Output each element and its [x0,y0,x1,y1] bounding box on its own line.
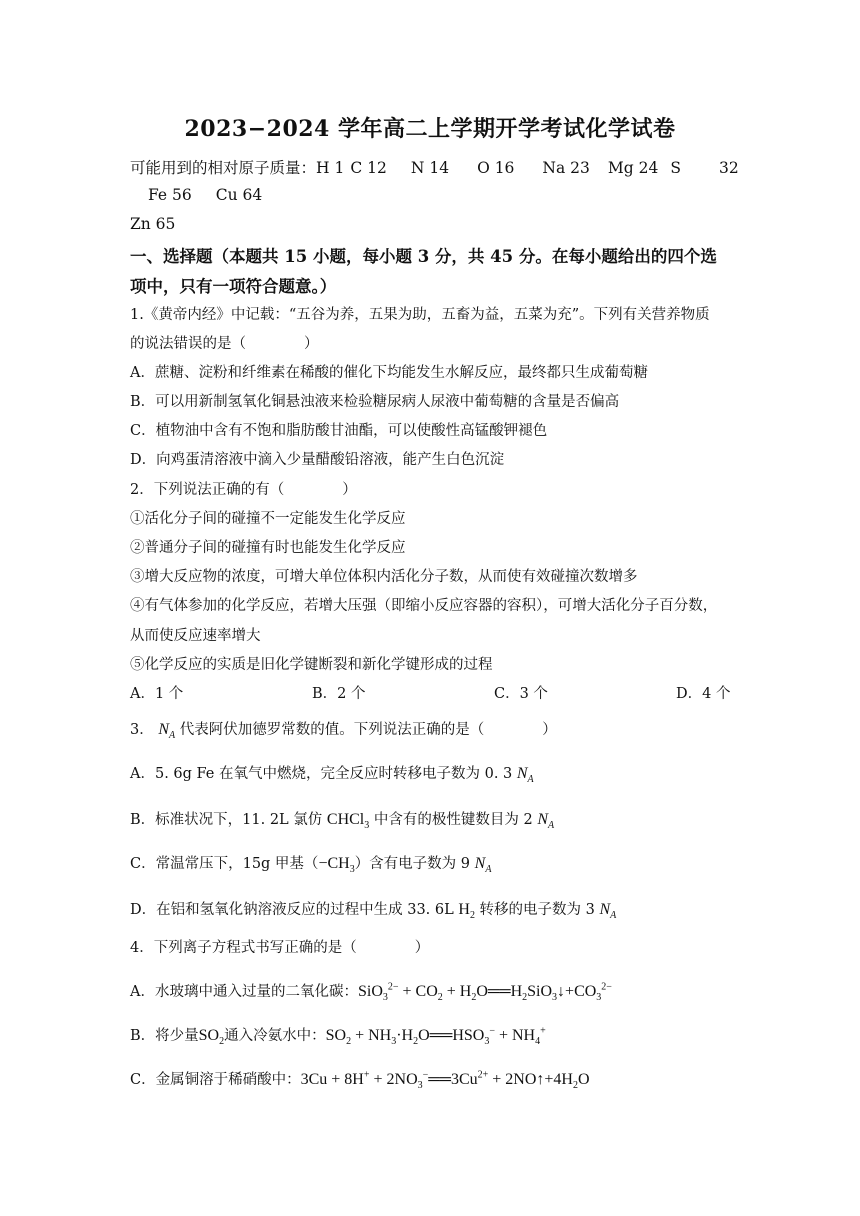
q3-b-na: $N_A$ [537,811,555,832]
q2-statement-4b: 从而使反应速率增大 [130,628,261,644]
q3-b-formula: CHCl$_3$ [326,811,370,832]
q3-c-na: $N_A$ [474,855,492,876]
atomic-mass-h: H 1 [316,159,345,177]
q1-stem-line1: 1.《黄帝内经》中记载：“五谷为养，五果为助，五畜为益，五菜为充”。下列有关营养物质 [130,307,710,323]
q3-d-formula: $H_2$ [458,901,475,922]
q2-statement-1: ①活化分子间的碰撞不一定能发生化学反应 [130,511,406,527]
q3-option-b: B．标准状况下，11. 2L 氯仿 CHCl$_3$ 中含有的极性键数目为 2 $N_A$ [130,811,555,832]
q3-option-c: C．常温常压下，15g 甲基$(-CH_3)$含有电子数为 9 $N_A$ [130,855,492,876]
q3-option-a: A．5. 6g Fe 在氧气中燃烧，完全反应时转移电子数为 0. 3 $N_A$ [130,765,534,786]
q4-option-c: C．金属铜溶于稀硝酸中：$3Cu + 8H^+ + 2NO_3^-══3Cu^{2+}$ + $2NO↑+4H_2O$ [130,1069,590,1092]
q2-statement-5: ⑤化学反应的实质是旧化学键断裂和新化学键形成的过程 [130,657,493,673]
atomic-mass-zn: Zn 65 [130,215,176,233]
q4-b-so2: $SO_2$ [198,1027,225,1048]
q2-option-c: C．3 个 [494,686,548,702]
q4-b-equation: $SO_2$ + $NH_3\cdot H_2O══HSO_3^- + NH_4^+$ [325,1025,546,1048]
q2-option-b: B．2 个 [312,686,366,702]
q2-statement-4a: ④有气体参加的化学反应，若增大压强（即缩小反应容器的容积），可增大活化分子百分数， [130,598,718,614]
q3-d-na: $N_A$ [599,901,617,922]
q3-na-symbol: $N_A$ [158,721,176,742]
q4-a-equation: $SiO_3^{2-} + CO_2$ + $H_2O══H_2SiO_3↓+CO_3^{2-}$ [357,981,612,1004]
atomic-mass-na: Na 23 [542,159,590,177]
q1-option-d: D．向鸡蛋清溶液中滴入少量醋酸铅溶液，能产生白色沉淀 [130,452,505,468]
q3-option-d: D．在铝和氢氧化钠溶液反应的过程中生成 33. 6L $H_2$ 转移的电子数为 3 $N_A$ [130,901,617,922]
atomic-mass-prefix: 可能用到的相对原子质量： [130,159,317,177]
atomic-mass-s: S [670,159,681,177]
atomic-mass-line [130,156,739,178]
q2-statement-3: ③增大反应物的浓度，可增大单位体积内活化分子数，从而使有效碰撞次数增多 [130,569,638,585]
atomic-mass-o: O 16 [477,159,515,177]
q4-option-b: B．将少量$SO_2$通入冷氨水中：$SO_2$ + $NH_3\cdot H_2O══HSO_3^- + NH_4^+$ [130,1025,546,1048]
q4-c-equation: $3Cu + 8H^+ + 2NO_3^-══3Cu^{2+}$ + $2NO↑+4H_2O$ [300,1069,590,1092]
q4-option-a: A．水玻璃中通入过量的二氧化碳：$SiO_3^{2-} + CO_2$ + $H_2O══H_2SiO_3↓+CO_3^{2-}$ [130,981,612,1004]
q1-option-b: B．可以用新制氢氧化铜悬浊液来检验糖尿病人尿液中葡萄糖的含量是否偏高 [130,394,620,410]
atomic-mass-c: C 12 [350,159,387,177]
q1-option-c: C．植物油中含有不饱和脂肪酸甘油酯，可以使酸性高锰酸钾褪色 [130,423,548,439]
q3-a-na: $N_A$ [516,765,534,786]
q1-stem-line2: 的说法错误的是（ ） [130,336,319,352]
q3-stem [130,718,557,741]
q3-stem-text: 代表阿伏加德罗常数的值。下列说法正确的是（ ） [179,722,557,738]
q4-stem: 4．下列离子方程式书写正确的是（ ） [130,940,430,956]
q2-option-d: D．4 个 [676,686,731,702]
q3-number: 3． [130,722,154,738]
atomic-mass-fe: Fe 56 [148,186,192,204]
q1-option-a: A．蔗糖、淀粉和纤维素在稀酸的催化下均能发生水解反应，最终都只生成葡萄糖 [130,365,648,381]
atomic-mass-cu: Cu 64 [215,186,263,204]
q2-option-a: A．1 个 [130,686,184,702]
atomic-mass-s-value: 32 [718,159,739,177]
q3-c-formula: $-CH_3$ [318,855,355,876]
section-heading-2: 项中，只有一项符合题意。） [130,277,337,296]
section-heading-1: 一、选择题（本题共 15 小题，每小题 3 分，共 45 分。在每小题给出的四个选 [130,247,717,266]
exam-title: 2023−2024 学年高二上学期开学考试化学试卷 [184,116,676,142]
atomic-mass-line-2 [148,186,262,204]
atomic-mass-n: N 14 [410,159,450,177]
atomic-mass-line-3 [130,215,175,233]
atomic-mass-mg: Mg 24 [607,159,659,177]
q2-statement-2: ②普通分子间的碰撞有时也能发生化学反应 [130,540,406,556]
q2-stem: 2．下列说法正确的有（ ） [130,482,357,498]
